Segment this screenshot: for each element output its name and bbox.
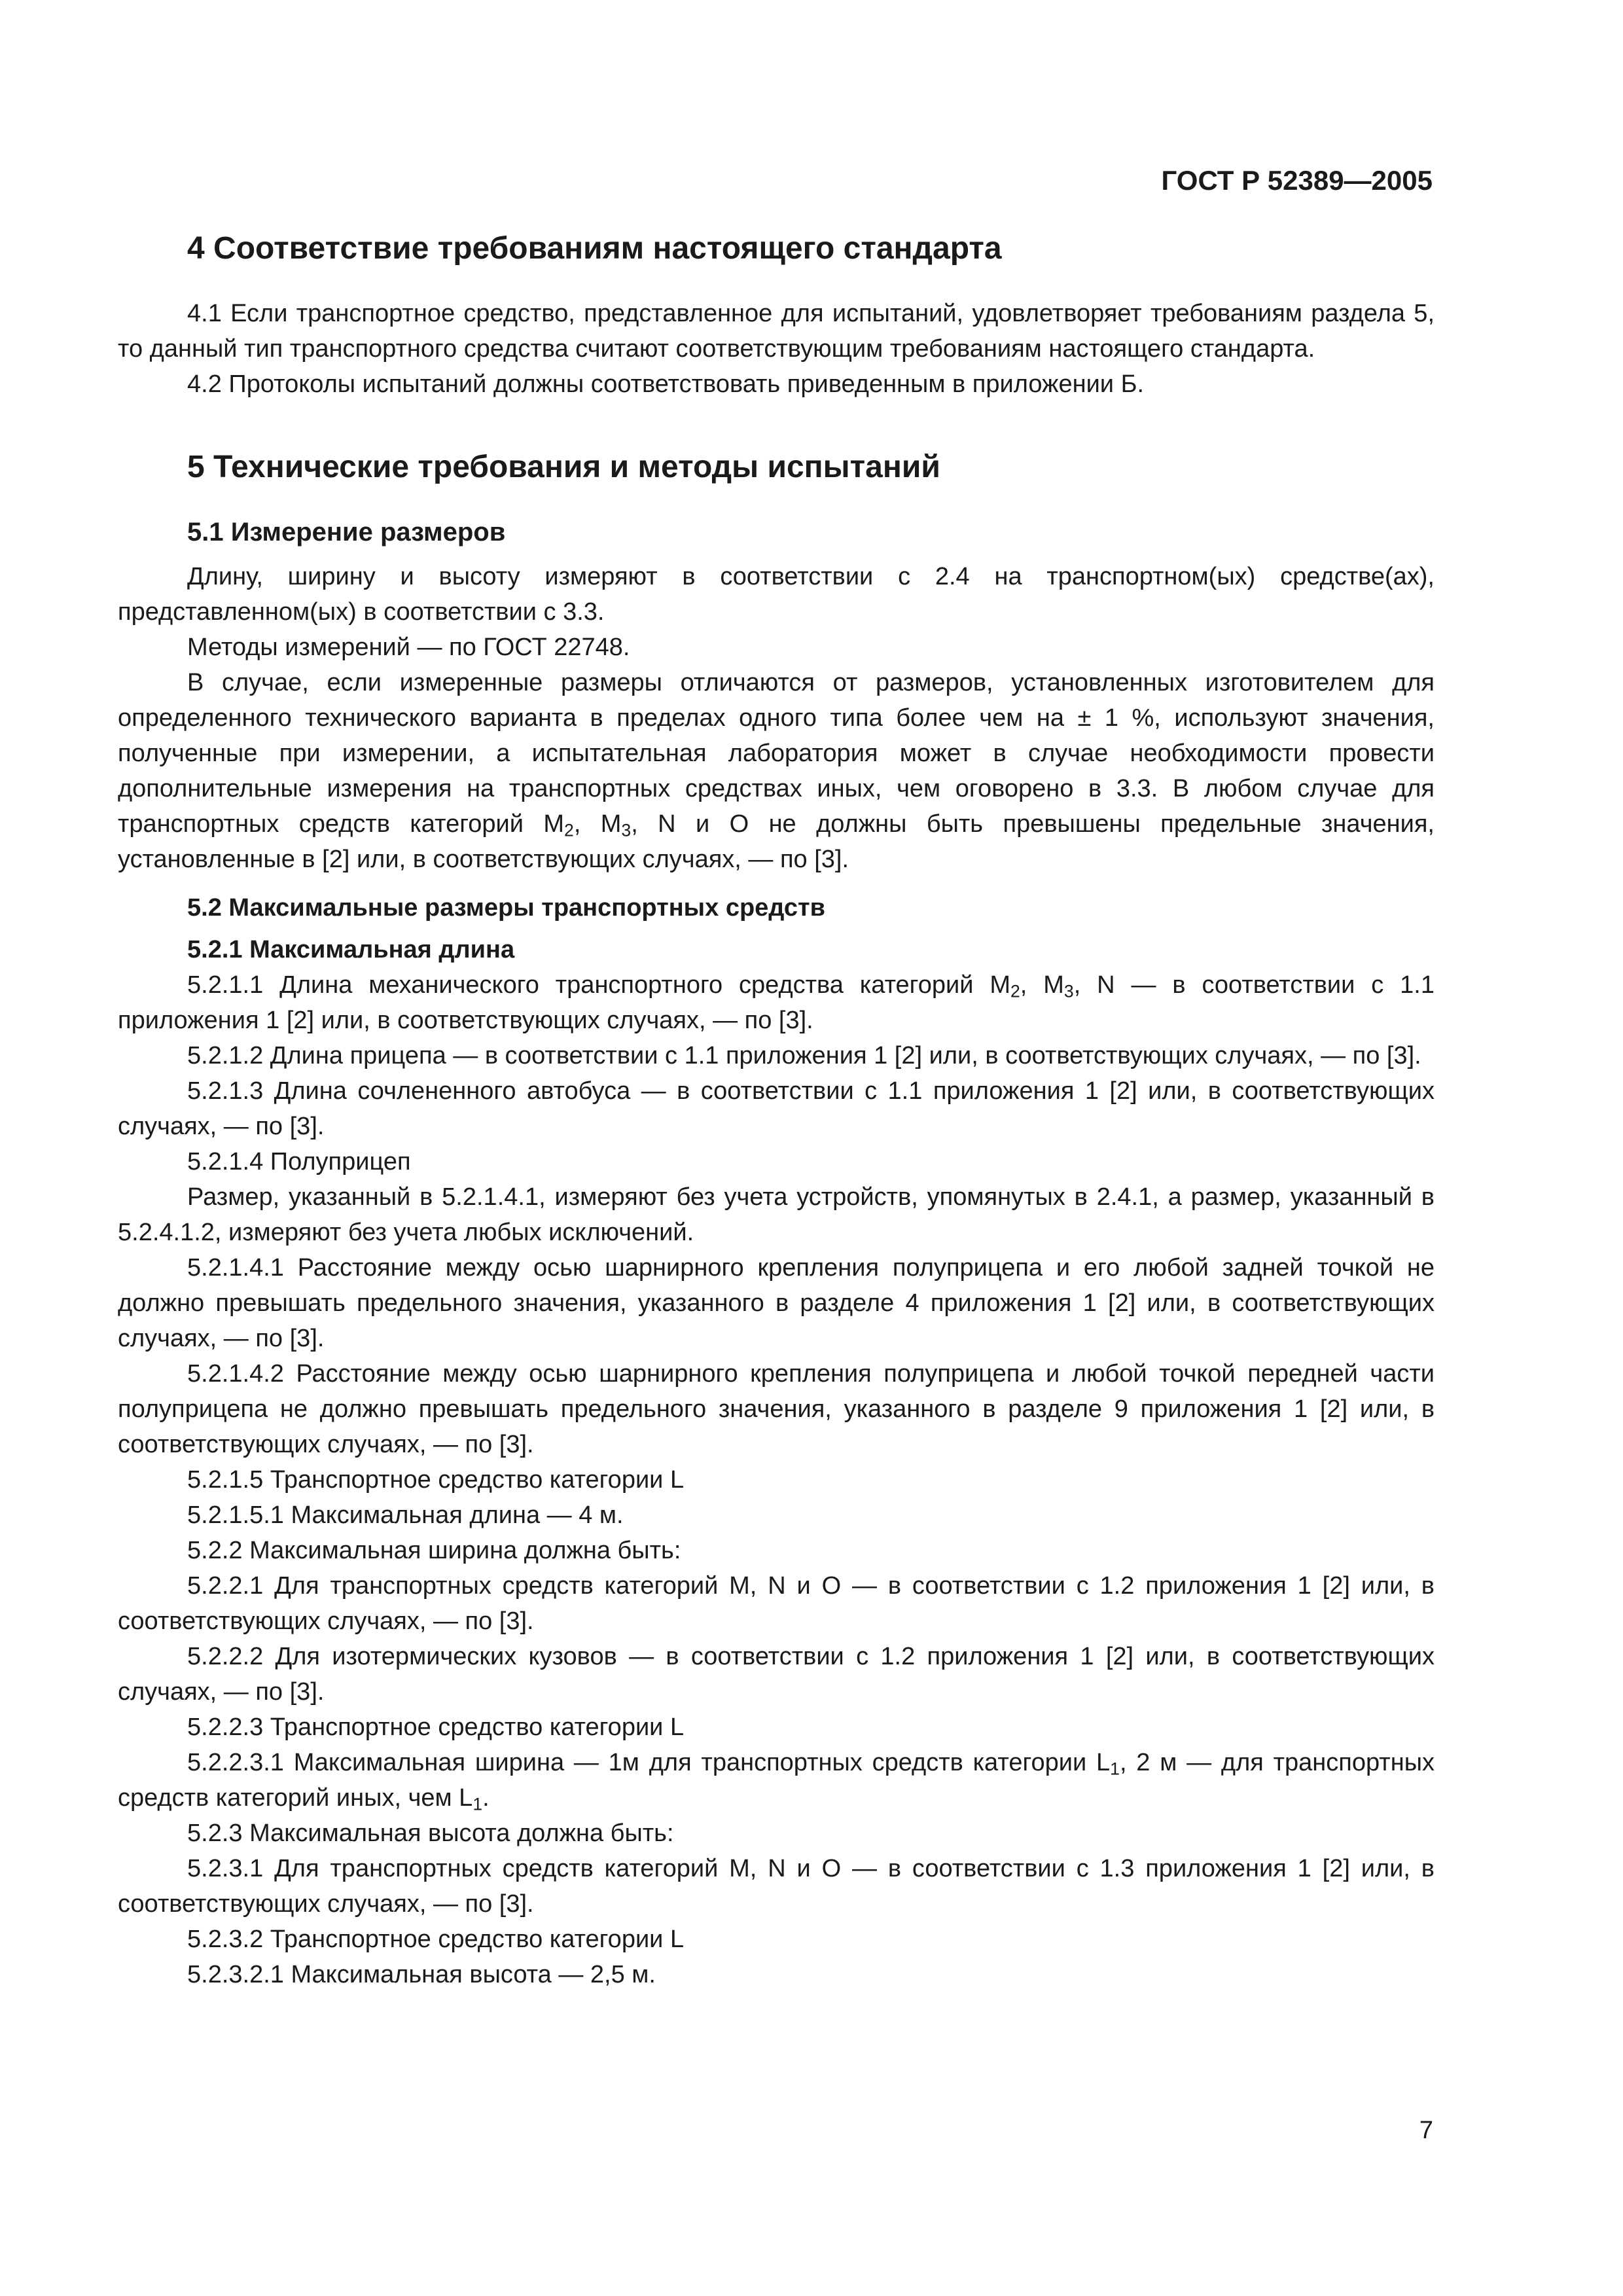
section-4-title: 4 Соответствие требованиям настоящего стандарта	[187, 231, 1002, 266]
paragraph-5-2-2: 5.2.2 Максимальная ширина должна быть:	[187, 1537, 681, 1564]
paragraph-4-2: 4.2 Протоколы испытаний должны соответствовать приведенным в приложении Б.	[187, 370, 1145, 398]
page-content	[118, 229, 1435, 1992]
section-5-title: 5 Технические требования и методы испытаний	[187, 450, 940, 484]
subsection-5-2-title: 5.2 Максимальные размеры транспортных средств	[187, 894, 826, 922]
paragraph-5-2-3-2-1: 5.2.3.2.1 Максимальная высота — 2,5 м.	[187, 1961, 656, 1988]
paragraph-5-2-2-1: 5.2.2.1 Для транспортных средств категорий M, N и O — в соответствии с 1.2 приложения 1 [2] или, в соответствующих случаях, — по [3].	[118, 1572, 1435, 1635]
paragraph-5-2-1-2: 5.2.1.2 Длина прицепа — в соответствии с 1.1 приложения 1 [2] или, в соответствующих случаях, — по [3].	[187, 1042, 1421, 1069]
paragraph-5-2-1-5: 5.2.1.5 Транспортное средство категории L	[187, 1466, 685, 1494]
paragraph-5-2-3-1: 5.2.3.1 Для транспортных средств категорий M, N и O — в соответствии с 1.3 приложения 1 [2] или, в соответствующих случаях, — по [3].	[118, 1855, 1435, 1918]
paragraph-5-1-3: В случае, если измеренные размеры отличаются от размеров, установленных изготовителем для определенного технического варианта в пределах одного типа более чем на ± 1 %, используют значения, полученные при измерении, а испытательная лаборатория может в случае необходимости провести дополнительные измерения на транспортных средствах иных, чем оговорено в 3.3. В любом случае для транспортных средств категорий $M_2$, $M_3$, N и O не должны быть превышены предельные значения, установленные в [2] или, в соответствующих случаях, — по [3].	[118, 669, 1435, 873]
document-id: ГОСТ Р 52389—2005	[1161, 165, 1433, 196]
paragraph-5-2-1-4-1: 5.2.1.4.1 Расстояние между осью шарнирного крепления полуприцепа и его любой задней точкой не должно превышать предельного значения, указанного в разделе 4 приложения 1 [2] или, в соответствующих случаях, — по [3].	[118, 1254, 1435, 1352]
paragraph-4-1: 4.1 Если транспортное средство, представленное для испытаний, удовлетворяет требованиям раздела 5, то данный тип транспортного средства считают соответствующим требованиям настоящего стандарта.	[118, 300, 1435, 363]
paragraph-5-2-3-2: 5.2.3.2 Транспортное средство категории L	[187, 1926, 685, 1953]
paragraph-5-1-2: Методы измерений — по ГОСТ 22748.	[187, 634, 630, 661]
page-number: 7	[1419, 2117, 1433, 2144]
subsection-5-1-title: 5.1 Измерение размеров	[187, 518, 506, 547]
paragraph-5-2-1-4: 5.2.1.4 Полуприцеп	[187, 1148, 411, 1175]
paragraph-5-1-1: Длину, ширину и высоту измеряют в соответствии с 2.4 на транспортном(ых) средстве(ах), представленном(ых) в соответствии с 3.3.	[118, 563, 1435, 626]
paragraph-5-2-2-3-1: 5.2.2.3.1 Максимальная ширина — 1м для транспортных средств категории $L_1$, 2 м — для транспортных средств категорий иных, чем $L_1$.	[118, 1749, 1435, 1814]
paragraph-5-2-2-3: 5.2.2.3 Транспортное средство категории L	[187, 1713, 685, 1741]
paragraph-5-2-1-3: 5.2.1.3 Длина сочлененного автобуса — в соответствии с 1.1 приложения 1 [2] или, в соответствующих случаях, — по [3].	[118, 1077, 1435, 1140]
paragraph-5-2-1-5-1: 5.2.1.5.1 Максимальная длина — 4 м.	[187, 1501, 624, 1529]
paragraph-5-2-2-2: 5.2.2.2 Для изотермических кузовов — в соответствии с 1.2 приложения 1 [2] или, в соответствующих случаях, — по [3].	[118, 1643, 1435, 1706]
subsection-5-2-1-title: 5.2.1 Максимальная длина	[187, 936, 515, 963]
paragraph-5-2-1-4-2: 5.2.1.4.2 Расстояние между осью шарнирного крепления полуприцепа и любой точкой передней части полуприцепа не должно превышать предельного значения, указанного в разделе 9 приложения 1 [2] или, в соответствующих случаях, — по [3].	[118, 1360, 1435, 1458]
paragraph-5-2-1-1: 5.2.1.1 Длина механического транспортного средства категорий $M_2$, $M_3$, N — в соответствии с 1.1 приложения 1 [2] или, в соответствующих случаях, — по [3].	[118, 971, 1435, 1034]
paragraph-5-2-3: 5.2.3 Максимальная высота должна быть:	[187, 1820, 674, 1847]
paragraph-5-2-1-4-text: Размер, указанный в 5.2.1.4.1, измеряют без учета устройств, упомянутых в 2.4.1, а размер, указанный в 5.2.4.1.2, измеряют без учета любых исключений.	[118, 1183, 1435, 1246]
